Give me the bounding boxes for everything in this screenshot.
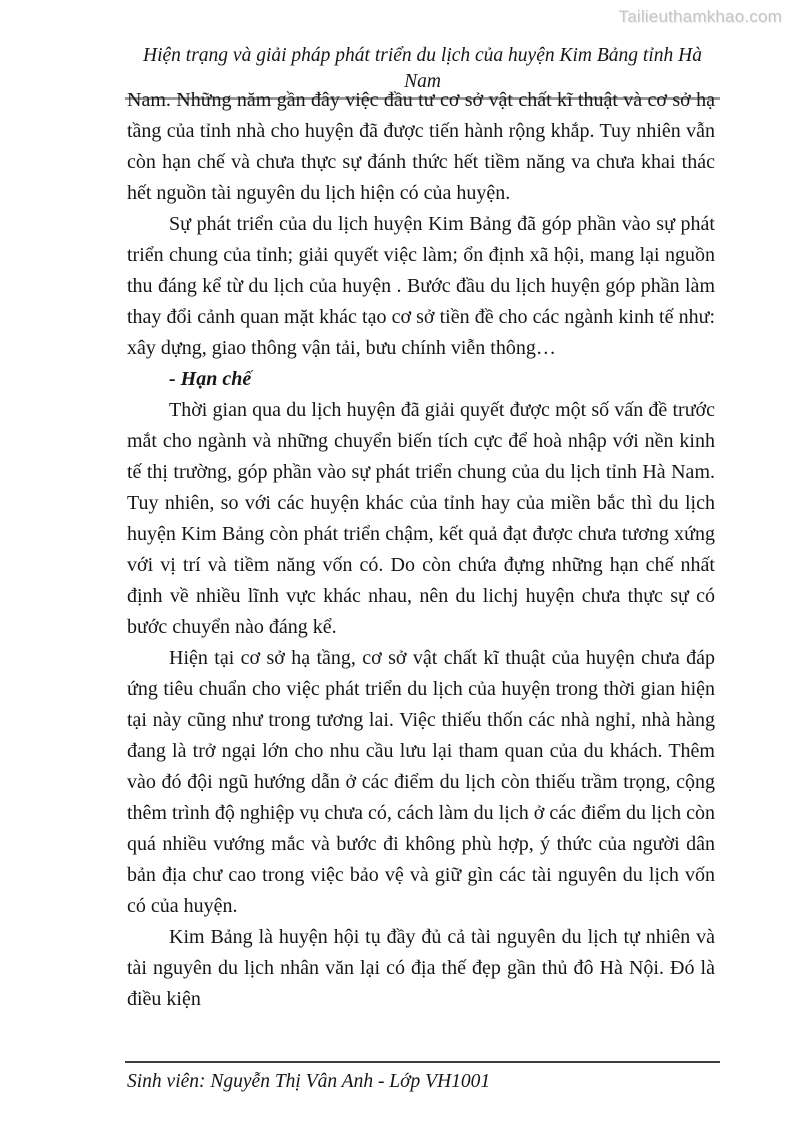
- site-watermark: Tailieuthamkhao.com: [618, 7, 782, 26]
- paragraph-continuation: Nam. Những năm gần đây việc đầu tư cơ sở vật chất kĩ thuật và cơ sở hạ tầng của tỉnh nhà cho huyện đã được tiến hành rộng khắp. Tuy nhiên vẫn còn hạn chế và chưa thực sự đánh thức hết tiềm năng va chưa khai thác hết nguồn tài nguyên du lịch hiện có của huyện.: [127, 89, 715, 204]
- section-heading-han-che: - Hạn chế: [169, 368, 252, 390]
- paragraph: Kim Bảng là huyện hội tụ đầy đủ cả tài nguyên du lịch tự nhiên và tài nguyên du lịch nhân văn lại có địa thế đẹp gần thủ đô Hà Nội. Đó là điều kiện: [127, 926, 715, 1010]
- footer-rule: [125, 1061, 720, 1063]
- document-body: [127, 85, 715, 1015]
- paragraph: Hiện tại cơ sở hạ tầng, cơ sở vật chất kĩ thuật của huyện chưa đáp ứng tiêu chuẩn cho việc phát triển du lịch của huyện trong thời gian hiện tại này cũng như trong tương lai. Việc thiếu thốn các nhà nghỉ, nhà hàng đang là trở ngại lớn cho nhu cầu lưu lại tham quan của du khách. Thêm vào đó đội ngũ hướng dẫn ở các điểm du lịch còn thiếu trầm trọng, cộng thêm trình độ nghiệp vụ chưa có, cách làm du lịch ở các điểm du lịch còn quá nhiều vướng mắc và bước đi không phù hợp, ý thức của người dân bản địa chư cao trong việc bảo vệ và giữ gìn các tài nguyên du lịch vốn có của huyện.: [127, 647, 715, 917]
- footer-student-info: Sinh viên: Nguyễn Thị Vân Anh - Lớp VH1001: [127, 1071, 491, 1092]
- paragraph: Sự phát triển của du lịch huyện Kim Bảng đã góp phần vào sự phát triển chung của tỉnh; giải quyết việc làm; ổn định xã hội, mang lại nguồn thu đáng kể từ du lịch của huyện . Bước đầu du lịch huyện góp phần làm thay đổi cảnh quan mặt khác tạo cơ sở tiền đề cho các ngành kinh tế như: xây dựng, giao thông vận tải, bưu chính viễn thông…: [127, 213, 715, 359]
- paragraph: Thời gian qua du lịch huyện đã giải quyết được một số vấn đề trước mắt cho ngành và những chuyển biến tích cực để hoà nhập với nền kinh tế thị trường, góp phần vào sự phát triển chung của du lịch tỉnh Hà Nam. Tuy nhiên, so với các huyện khác của tỉnh hay của miền bắc thì du lịch huyện Kim Bảng còn phát triển chậm, kết quả đạt được chưa tương xứng với vị trí và tiềm năng vốn có. Do còn chứa đựng những hạn chế nhất định về nhiều lĩnh vực khác nhau, nên du lichj huyện chưa thực sự có bước chuyển nào đáng kể.: [127, 399, 715, 638]
- running-header-title: Hiện trạng và giải pháp phát triển du lịch của huyện Kim Bảng tỉnh Hà Nam: [125, 43, 720, 100]
